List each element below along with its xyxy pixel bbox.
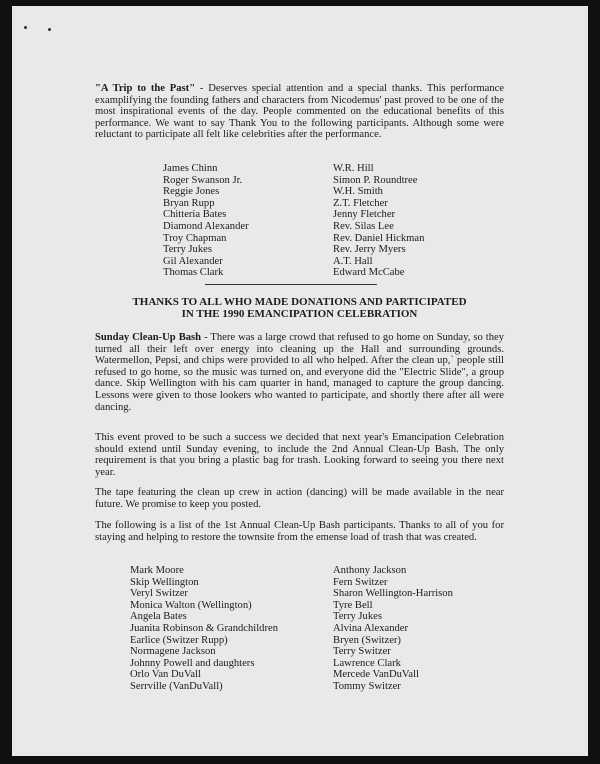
list-item: Terry Jukes (333, 611, 382, 623)
success-paragraph: This event proved to be such a success we decided that next year's Emancipation Celebration should extend until Sunday evening, to include the 2nd Annual Clean-Up Bash. The only requirement is that you bring a plastic bag for trash. Looking forward to seeing you there next year. (95, 432, 504, 478)
list-item: Lawrence Clark (333, 657, 401, 669)
cleanup-paragraph (95, 332, 504, 413)
list-item: Rev. Silas Lee (333, 220, 394, 232)
list-item: Mark Moore (130, 565, 184, 576)
bash-list-left (130, 565, 278, 693)
list-item: Reggie Jones (163, 186, 220, 198)
list-item: Bryen (Switzer) (333, 634, 401, 646)
list-item: Sharon Wellington-Harrison (333, 588, 453, 600)
cleanup-title: Sunday Clean-Up Bash (95, 332, 202, 343)
list-item: Juanita Robinson & Grandchildren (130, 622, 278, 634)
list-item: Diamond Alexander (163, 220, 249, 232)
list-item: Skip Wellington (130, 576, 199, 588)
list-item: Tyre Bell (333, 599, 373, 611)
list-item: Terry Jukes (163, 244, 212, 256)
intro-title: "A Trip to the Past" (95, 83, 196, 94)
list-item: Rev. Daniel Hickman (333, 232, 425, 244)
list-item: Thomas Clark (163, 267, 224, 279)
punch-mark (48, 28, 51, 31)
list-item: Chitteria Bates (163, 209, 227, 221)
intro-paragraph (95, 83, 504, 141)
punch-mark (24, 26, 27, 29)
list-item: Bryan Rupp (163, 197, 215, 209)
list-item: A.T. Hall (333, 255, 373, 267)
bash-list-right (333, 565, 453, 693)
list-item: Edward McCabe (333, 267, 405, 279)
section-divider (205, 284, 377, 285)
list-item: Normagene Jackson (130, 646, 216, 658)
list-item: Jenny Fletcher (333, 209, 396, 221)
tape-paragraph: The tape featuring the clean up crew in action (dancing) will be made available in the near future. We promise to keep you posted. (95, 487, 504, 510)
bash-intro-paragraph: The following is a list of the 1st Annual Clean-Up Bash participants. Thanks to all of you for staying and helping to restore the townsite from the emense load of trash that was created. (95, 520, 504, 543)
list-item: Veryl Switzer (130, 588, 188, 600)
list-item: W.R. Hill (333, 163, 374, 174)
list-item: Troy Chapman (163, 232, 227, 244)
list-item: James Chinn (163, 163, 218, 174)
list-item: Anthony Jackson (333, 565, 407, 576)
list-item: Rev. Jerry Myers (333, 244, 406, 256)
list-item: Alvina Alexander (333, 622, 409, 634)
list-item: Monica Walton (Wellington) (130, 599, 252, 611)
heading-line-2: IN THE 1990 EMANCIPATION CELEBRATION (181, 308, 418, 320)
list-item: Roger Swanson Jr. (163, 174, 243, 186)
cleanup-text: - There was a large crowd that refused to go home on Sunday, so they turned all their left over energy into cleaning up the Hall and surrounding grounds. Watermellon, Pepsi, and chips were provided to all who helped. After the clean up,` people still refused to go home, so the music was turned on, and everyone did the "Electric Slide", a group dance. Skip Wellington with his cam quarter in hand, managed to capture the group dancing. Lessons were given to those lookers who wanted to participate, and shortly there after all were dancing. (95, 332, 504, 413)
section-heading (95, 296, 504, 320)
list-item: Serrville (VanDuVall) (130, 680, 223, 692)
list-item: Gil Alexander (163, 255, 223, 267)
list-item: Angela Bates (130, 611, 187, 623)
participants-list-left (163, 163, 249, 279)
intro-text: - Deserves special attention and a special thanks. This performance examplifying the founding fathers and characters from Nicodemus' past proved to be one of the most inspirational events of the day. People commented on the educational benefits of this performance. We want to say Thank You to the following participants. Although some were reluctant to participate all felt like celebrities after the performance. (95, 83, 504, 141)
heading-line-1: THANKS TO ALL WHO MADE DONATIONS AND PARTICIPATED (132, 296, 467, 308)
list-item: Z.T. Fletcher (333, 197, 388, 209)
list-item: Fern Switzer (333, 576, 388, 588)
list-item: Tommy Switzer (333, 680, 401, 692)
list-item: Johnny Powell and daughters (130, 657, 255, 669)
participants-list-right (333, 163, 424, 279)
list-item: Earlice (Switzer Rupp) (130, 634, 228, 646)
list-item: Mercede VanDuVall (333, 669, 419, 681)
list-item: Orlo Van DuVall (130, 669, 202, 681)
list-item: Terry Switzer (333, 646, 391, 658)
list-item: Simon P. Roundtree (333, 174, 418, 186)
list-item: W.H. Smith (333, 186, 383, 198)
